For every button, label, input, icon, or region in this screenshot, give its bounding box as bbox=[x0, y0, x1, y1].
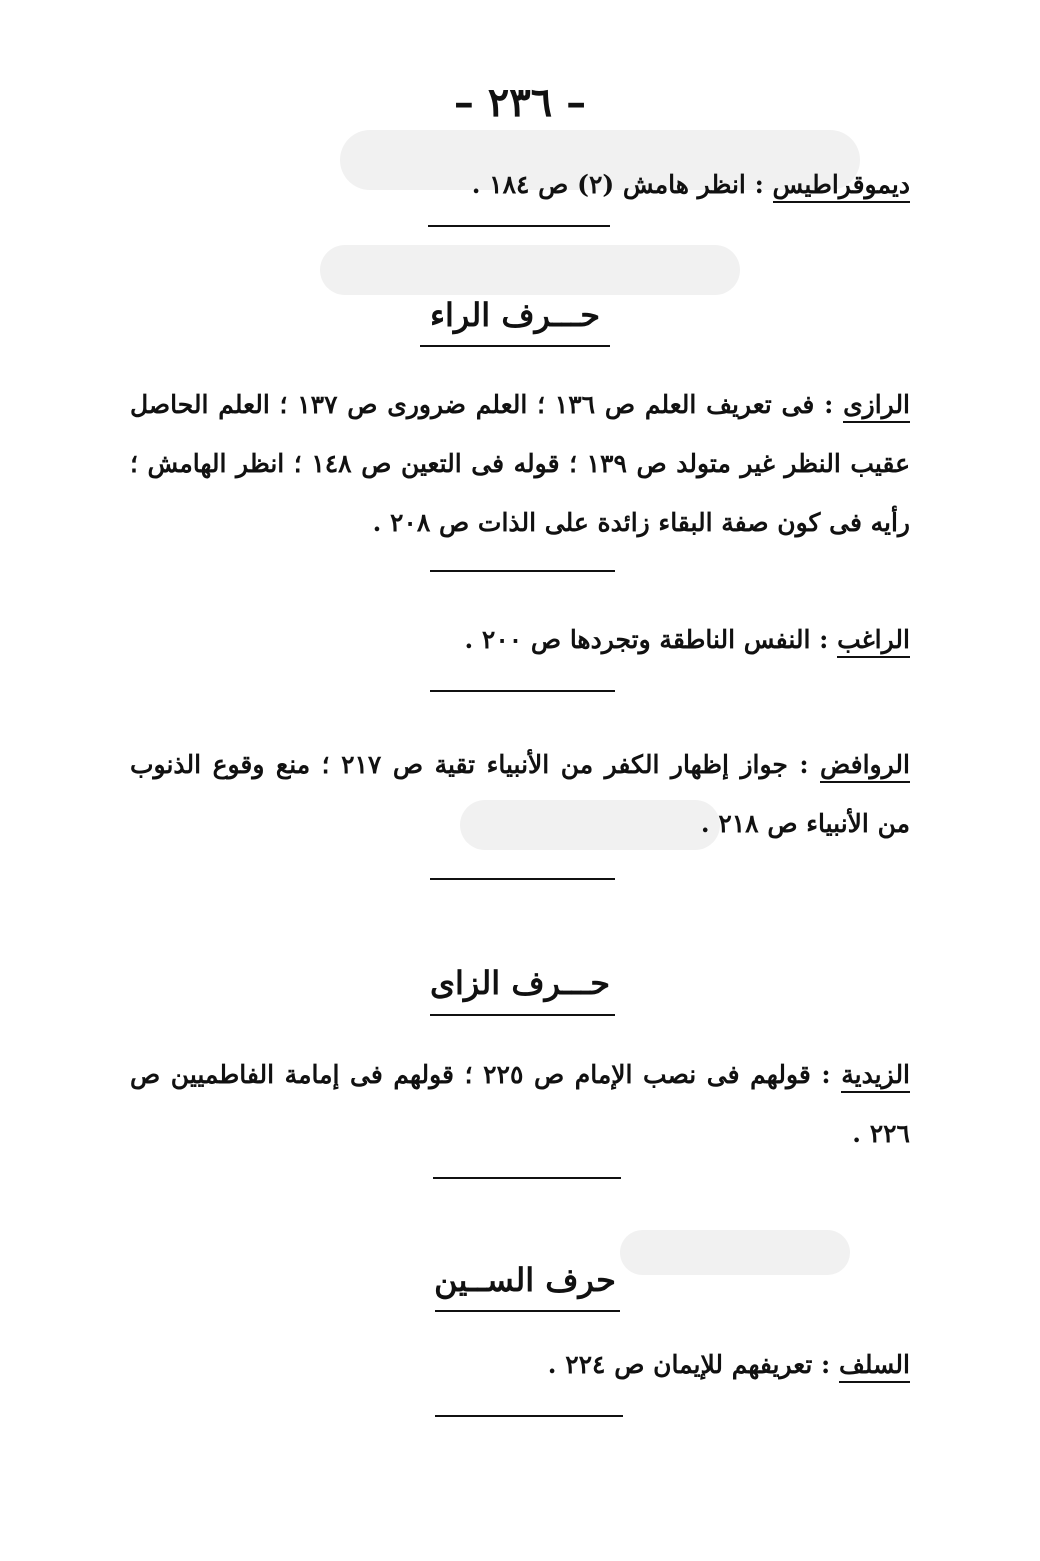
entry-heading: الرازى bbox=[843, 390, 910, 423]
index-entry bbox=[130, 375, 910, 552]
letter-underline bbox=[420, 345, 610, 347]
entry-text: : قولهم فى نصب الإمام ص ٢٢٥ ؛ قولهم فى إمامة الفاطميين ص ٢٢٦ . bbox=[130, 1060, 910, 1148]
index-entry bbox=[130, 1335, 910, 1394]
entry-separator bbox=[430, 570, 615, 572]
entry-separator bbox=[428, 225, 610, 227]
letter-heading: حرف الســين bbox=[434, 1261, 616, 1299]
entry-heading: الزيدية bbox=[841, 1060, 910, 1093]
entry-text: : انظر هامش (٢) ص ١٨٤ . bbox=[471, 170, 773, 199]
entry-separator bbox=[430, 690, 615, 692]
entry-heading: السلف bbox=[839, 1350, 910, 1383]
entry-text: : النفس الناطقة وتجردها ص ٢٠٠ . bbox=[464, 625, 838, 654]
letter-heading: حـــرف الراء bbox=[429, 296, 601, 334]
entry-text: : فى تعريف العلم ص ١٣٦ ؛ العلم ضرورى ص ١٣٧ ؛ العلم الحاصل عقيب النظر غير متولد ص ١٣٩ ؛ قوله فى التعين ص ١٤٨ ؛ انظر الهامش ؛ رأيه فى كون صفة البقاء زائدة على الذات ص ٢٠٨ . bbox=[130, 390, 910, 537]
index-entry bbox=[130, 155, 910, 214]
scan-smudge bbox=[620, 1230, 850, 1275]
entry-separator bbox=[433, 1177, 621, 1179]
page-number: – ٢٣٦ – bbox=[453, 79, 587, 126]
entry-text: : جواز إظهار الكفر من الأنبياء تقية ص ٢١٧ ؛ منع وقوع الذنوب من الأنبياء ص ٢١٨ . bbox=[130, 750, 910, 838]
entry-heading: الراغب bbox=[837, 625, 910, 658]
letter-heading: حـــرف الزاى bbox=[429, 964, 611, 1002]
entry-heading: الروافض bbox=[820, 750, 910, 783]
entry-separator bbox=[430, 878, 615, 880]
index-entry bbox=[130, 735, 910, 853]
entry-heading: ديموقراطيس bbox=[773, 170, 910, 203]
scan-smudge bbox=[320, 245, 740, 295]
index-entry bbox=[130, 1045, 910, 1163]
letter-underline bbox=[435, 1310, 620, 1312]
entry-text: : تعريفهم للإيمان ص ٢٢٤ . bbox=[547, 1350, 839, 1379]
letter-underline bbox=[430, 1014, 615, 1016]
index-entry bbox=[130, 610, 910, 669]
entry-separator bbox=[435, 1415, 623, 1417]
